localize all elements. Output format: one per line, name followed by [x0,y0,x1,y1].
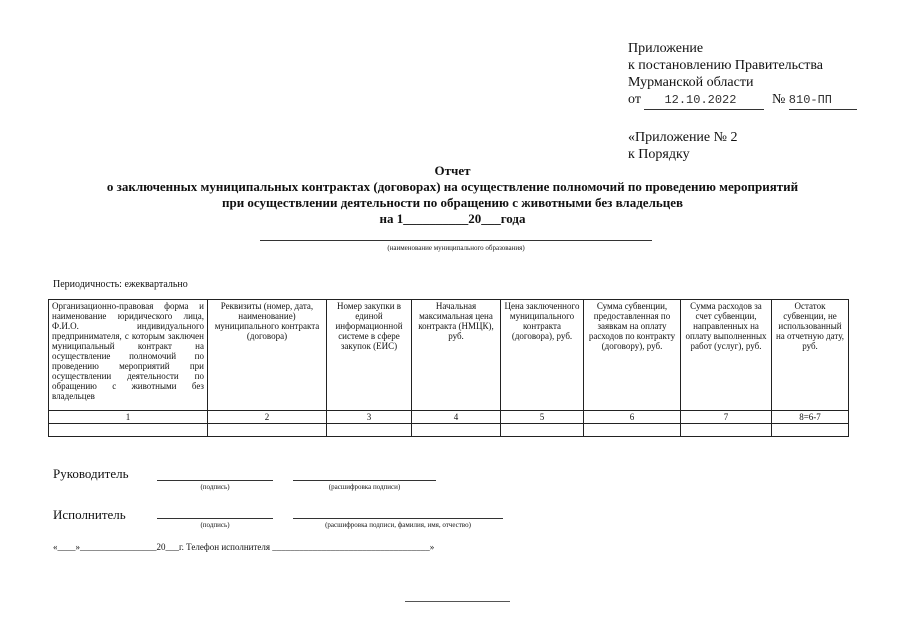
executor-label: Исполнитель [53,507,126,522]
table-header-row [49,300,849,411]
resolution-date: 12.10.2022 [644,92,764,110]
column-number: 8=6-7 [772,411,849,424]
header-cell-7: Сумма расходов за счет субвенции, направленных на оплату выполненных работ (услуг), руб. [681,300,772,411]
header-cell-8: Остаток субвенции, не использованный на отчетную дату, руб. [772,300,849,411]
from-label: от [628,92,641,107]
head-label: Руководитель [53,466,129,481]
table-row [49,424,849,437]
column-number: 6 [584,411,681,424]
table-cell [49,424,208,437]
column-number: 4 [412,411,501,424]
table-cell [681,424,772,437]
header-cell-2: Реквизиты (номер, дата, наименование) муниципального контракта (договора) [208,300,327,411]
head-signature-line [157,480,273,481]
table-cell [501,424,584,437]
appendix-date-line [628,91,857,110]
executor-signature-caption: (подпись) [200,521,230,529]
head-decoding-line [293,480,436,481]
column-number-row [49,411,849,424]
header-cell-6: Сумма субвенции, предоставленная по заявкам на оплату расходов по контракту (договору), руб. [584,300,681,411]
column-number: 2 [208,411,327,424]
appendix-2-line-1: «Приложение № 2 [628,130,738,145]
title-line-4: на 1__________20___года [379,211,526,226]
appendix-2-line-2: к Порядку [628,147,690,162]
municipality-caption: (наименование муниципального образования) [387,244,525,252]
column-number: 3 [327,411,412,424]
number-label: № [771,92,786,107]
table-cell [412,424,501,437]
table-cell [772,424,849,437]
appendix-header [628,40,857,110]
footer-separator [405,601,510,602]
appendix-line-3: Мурманской области [628,75,754,90]
header-cell-5: Цена заключенного муниципального контракта (договора), руб. [501,300,584,411]
report-table [48,299,849,437]
executor-decoding-caption: (расшифровка подписи, фамилия, имя, отчество) [325,521,471,529]
executor-decoding-line [293,518,503,519]
header-cell-1: Организационно-правовая форма и наименование юридического лица, Ф.И.О. индивидуального предпринимателя, с которым заключен муниципальный контракт на осуществление полномочий по проведению мероприятий при осуществлении деятельности по обращению с животными без владельцев [49,300,208,411]
table-cell [208,424,327,437]
appendix-line-2: к постановлению Правительства [628,58,824,73]
header-cell-4: Начальная максимальная цена контракта (НМЦК), руб. [412,300,501,411]
column-number: 5 [501,411,584,424]
column-number: 1 [49,411,208,424]
table-cell [327,424,412,437]
head-signature-caption: (подпись) [200,483,230,491]
resolution-number: 810-ПП [789,92,857,110]
appendix-line-1: Приложение [628,41,704,56]
title-line-3: при осуществлении деятельности по обращению с животными без владельцев [221,195,684,210]
column-number: 7 [681,411,772,424]
executor-signature-line [157,518,273,519]
appendix-2-header [628,129,738,163]
date-phone-line: «____»_________________20___г. Телефон исполнителя ___________________________________» [53,542,435,552]
title-line-2: о заключенных муниципальных контрактах (договорах) на осуществление полномочий по проведению мероприятий [106,179,799,194]
header-cell-3: Номер закупки в единой информационной системе в сфере закупок (ЕИС) [327,300,412,411]
periodicity: Периодичность: ежеквартально [53,279,188,290]
municipality-field-line [260,240,652,241]
report-title [0,163,905,227]
head-decoding-caption: (расшифровка подписи) [328,483,401,491]
table-cell [584,424,681,437]
title-line-1: Отчет [434,163,471,178]
